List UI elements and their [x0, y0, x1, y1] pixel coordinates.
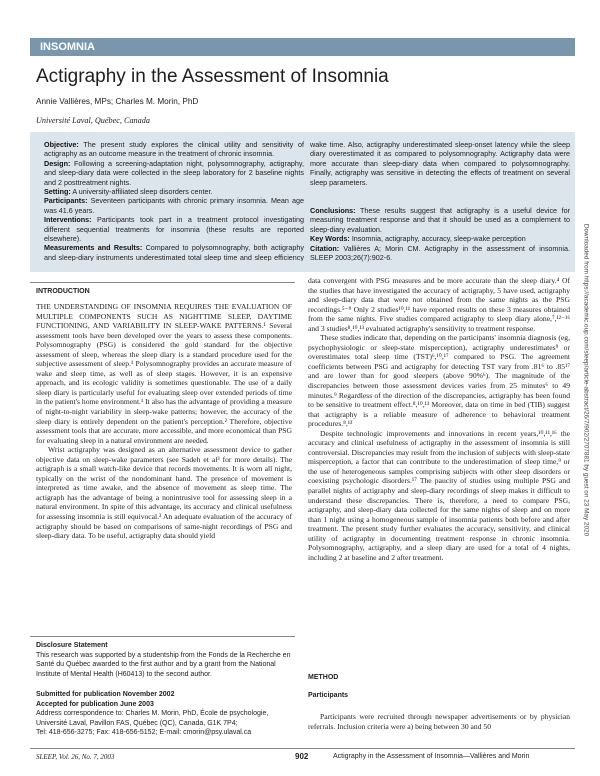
objective-text: The present study explores the clinical utility and sensitivity of actigraphy as an outcome measure in the treatment of chronic insomnia.	[44, 140, 304, 159]
conclusions-text: These results suggest that actigraphy is a useful device for measuring treatment response and that it should be used as a complement to sleep-diary evaluation.	[310, 206, 570, 234]
abstract-right-column	[310, 140, 570, 262]
interventions-label: Interventions:	[44, 215, 92, 225]
affiliation: Université Laval, Québec, Canada	[36, 116, 150, 125]
intro-paragraph-2: Wrist actigraphy was designed as an alternative assessment device to gather objective data on sleep-wake parameters (see Sadeh et al³ for more details). The actigraph is a small watch-like device that records movements. It is worn all night, typically on the wrist of the nondominant hand. The presence of movement is interpreted as time awake, and the absence of movement as sleep time. The actigraph has the advantage of being a nonintrusive tool for assessing sleep in a natural environment. In spite of this advantage, its accuracy and clinical usefulness for assessing insomnia is still equivocal.³ An adequate evaluation of the accuracy of actigraphy should be based on comparisons of same-night recordings of PSG and sleep-diary data. To be useful, actigraphy data should yield	[36, 445, 292, 541]
journal-info: SLEEP, Vol. 26, No. 7, 2003	[36, 753, 115, 761]
setting-label: Setting:	[44, 187, 71, 197]
correspondence-contact: Tel: 418-656-3275; Fax: 418-656-5152; E-mail: cmorin@psy.ulaval.ca	[36, 729, 252, 736]
objective-label: Objective:	[44, 140, 79, 149]
disclosure-rule	[30, 636, 295, 637]
section-banner	[30, 38, 575, 56]
disclosure-heading: Disclosure Statement	[36, 642, 108, 649]
authors: Annie Vallières, MPs; Charles M. Morin, PhD	[36, 97, 199, 106]
section-label: INSOMNIA	[40, 41, 95, 53]
right-paragraph-1: data convergent with PSG measures and be more accurate than the sleep diary.⁴ Of the studies that have investigated the accuracy of actigraphy, 5 have used, actigraphy and sleep-diary data that were not obtained from the same nights as the PSG recordings.⁵⁻⁹ Only 2 studies¹⁰,¹¹ have reported results on these 3 measures obtained from the same nights. Five studies compared actigraphy to sleep diary alone,⁷,¹²⁻¹⁶ and 3 studies⁸,¹⁰,¹³ evaluated actigraphy's sensitivity to treatment response.	[308, 276, 570, 333]
setting-text: A university-affiliated sleep disorders center.	[72, 187, 213, 197]
interventions-text: Participants took part in a treatment protocol investigating different sequential treatments for insomnia (these results are reported elsewhere).	[44, 215, 304, 244]
footer-rule	[30, 748, 575, 749]
measurements-continued	[310, 140, 570, 206]
running-title: Actigraphy in the Assessment of Insomnia—Vallières and Morin	[333, 753, 530, 760]
conclusions-label: Conclusions:	[310, 206, 356, 215]
participants-label: Participants:	[44, 196, 88, 206]
right-body-column	[308, 276, 570, 562]
accepted-date: Accepted for publication June 2003	[36, 700, 154, 708]
download-note: Downloaded from https://academic.oup.com/sleep/article-abstract/26/7/902/2707881 by guest on 23 May 2020	[582, 223, 590, 537]
introduction-body	[36, 302, 292, 541]
correspondence-address: Address correspondence to: Charles M. Morin, PhD, École de psychologie, Université Laval, Pavillon FAS, Québec (QC), Canada, G1K 7P4;	[36, 710, 269, 727]
participants-body	[308, 712, 570, 731]
measurements-text-cont: wake time. Also, actigraphy underestimated sleep-onset latency while the sleep diary overestimated it as compared to polysomnography. Actigraphy data were more accurate than sleep-diary data when compared to polysomnography. Finally, actigraphy was sensitive in detecting the effects of treatment on several sleep parameters.	[310, 140, 570, 187]
disclosure-block	[36, 641, 292, 679]
disclosure-text: This research was supported by a studentship from the Fonds de la Recherche en Santé du Québec awarded to the first author and by a grant from the National Institute of Mental Health (H60413) to the second author.	[36, 651, 291, 678]
download-sidebar	[578, 140, 594, 620]
right-paragraph-3: Despite technologic improvements and innovations in recent years,¹⁰,¹¹,¹⁶ the accuracy and clinical usefulness of actigraphy in the assessment of insomnia is still controversial. Discrepancies may result from the inclusion of subjects with sleep-state misperception, a factor that can contribute to the underestimation of sleep time,⁹ or the use of heterogeneous samples comprising subjects with other sleep disorders or coexisting psychologic disorders.¹⁷ The paucity of studies using multiple PSG and parallel nights of actigraphy and sleep-diary recordings of sleep makes it difficult to understand these discrepancies. There is, therefore, a need to compare PSG, actigraphy, and sleep-diary data collected for the same nights of sleep and on more than 1 night using a homogeneous sample of insomnia patients both before and after treatment. The present study further evaluates the accuracy, sensitivity, and clinical utility of actigraphy in documenting treatment response in chronic insomnia. Polysomnography, actigraphy, and a sleep diary are used for a total of 4 nights, including 2 at baseline and 2 after treatment.	[308, 428, 570, 562]
right-paragraph-2: These studies indicate that, depending on the participants' insomnia diagnosis (eg, psychophysiologic or sleep-state misperception), actigraphy underestimates⁹ or overestimates total sleep time (TST)⁶,¹⁰,¹⁷ compared to PSG. The agreement coefficients between PSG and actigraphy for detecting TST vary from .81⁶ to .85¹⁷ and are lower than for good sleepers (above 90%⁶). The magnitude of the discrepancies between those assessment devices varies from 25 minutes⁶ to 49 minutes.⁹ Regardless of the direction of the discrepancies, actigraphy has been found to be sensitive to treatment effect.⁸,¹⁰,¹³ Moreover, data on time in bed (TIB) suggest that actigraphy is a reliable measure of adherence to behavioral treatment procedures.⁸,¹³	[308, 333, 570, 429]
keywords-label: Key Words:	[310, 234, 350, 244]
abstract-left-column	[44, 140, 304, 261]
participants-text: Seventeen participants with chronic primary insomnia. Mean age was 41.6 years.	[44, 196, 305, 215]
participants-paragraph: Participants were recruited through newspaper advertisements or by physician referrals. Inclusion criteria were a) being between 30 and 50	[308, 712, 570, 731]
method-heading: METHOD	[308, 674, 339, 681]
intro-paragraph-1: THE UNDERSTANDING OF INSOMNIA REQUIRES THE EVALUATION OF MULTIPLE COMPONENTS SUCH AS NIGHTTIME SLEEP, DAYTIME FUNCTIONING, AND VARIABILITY IN SLEEP-WAKE PATTERNS.¹ Several assessment tools have been developed over the years to assess these components. Polysomnography (PSG) is considered the gold standard for the objective assessment of sleep, whereas the sleep diary is a standard procedure used for the subjective assessment of sleep.¹ Polysomnography provides an accurate measure of wake and sleep time, as well as of sleep stages. However, it is an expensive approach, and its ecologic validity is sometimes questionable. The use of a daily sleep diary is particularly useful for evaluating sleep over extended periods of time in the patient's home environment.¹ It also has the advantage of providing a measure of night-to-night variability in sleep-wake patterns; however, the accuracy of the sleep diary is entirely dependent on the patient's perception.² Therefore, objective assessment tools that are accurate, more accessible, and more economical than PSG for evaluating sleep in a natural environment are needed.	[36, 302, 292, 445]
intro-rule	[30, 282, 295, 283]
page-number: 902	[295, 752, 309, 761]
introduction-heading: INTRODUCTION	[36, 288, 90, 295]
design-label: Design:	[44, 158, 71, 168]
citation-label: Citation:	[310, 243, 340, 253]
measurements-text: Compared to polysomnography, both actigraphy and sleep-diary instruments underestimated total sleep time and sleep efficiency	[44, 243, 304, 262]
keywords-text: Insomnia, actigraphy, accuracy, sleep-wake perception	[351, 234, 526, 244]
submitted-date: Submitted for publication November 2002	[36, 691, 175, 698]
design-text: Following a screening-adaptation night, polysomnography, actigraphy, and sleep-diary data were collected in the sleep laboratory for 2 baseline nights and 2 posttreatment nights.	[44, 158, 304, 187]
measurements-label: Measurements and Results:	[44, 243, 143, 253]
citation-text: Vallières A; Morin CM. Actigraphy in the assessment of insomnia. SLEEP 2003;26(7):902-6.	[310, 243, 570, 263]
submission-block	[36, 690, 298, 738]
article-title: Actigraphy in the Assessment of Insomnia	[36, 66, 389, 87]
participants-heading: Participants	[308, 692, 349, 699]
